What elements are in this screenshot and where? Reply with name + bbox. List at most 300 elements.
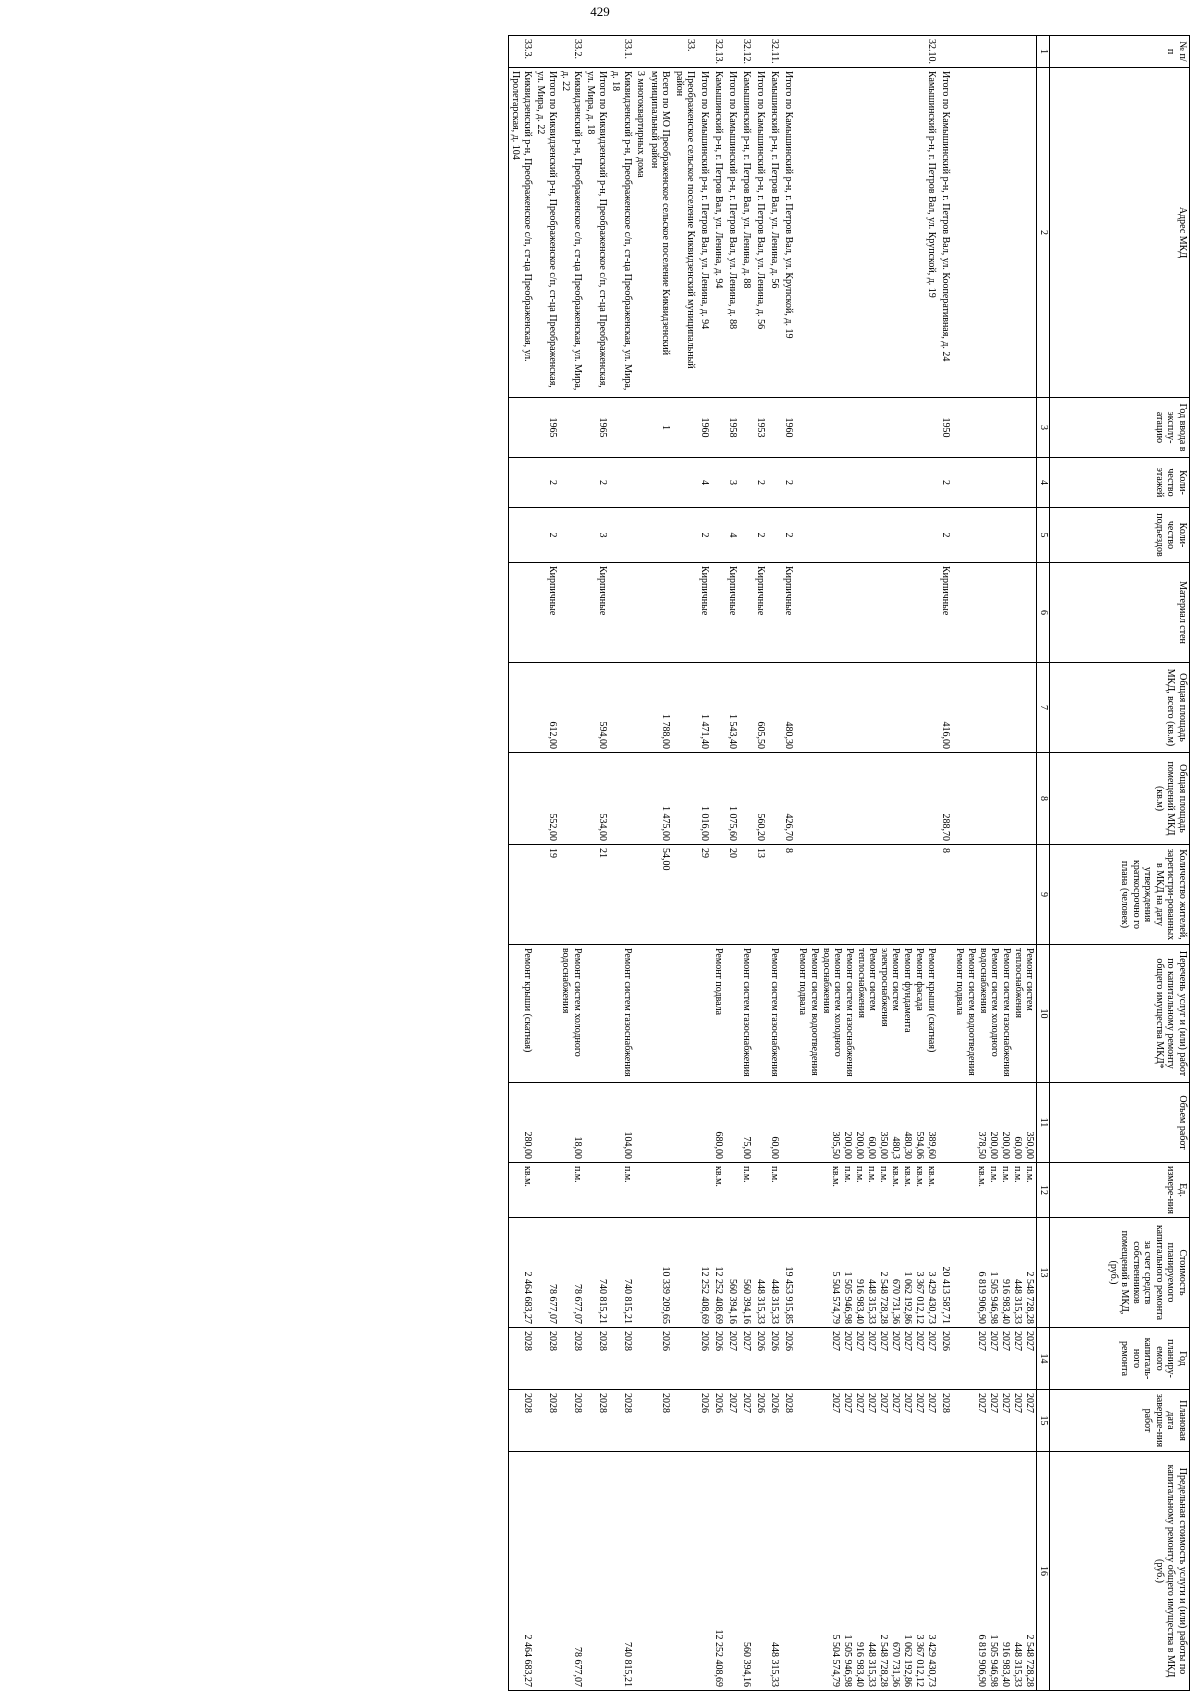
column-header: Объем работ [1050,1083,1190,1163]
work-type-line: Ремонт систем теплоснабжения [1013,948,1036,1018]
table-row [796,36,939,1691]
work-volume-cell [698,1083,712,1163]
work-type-cell [712,945,726,1083]
work-type-line: Ремонт подвала [954,948,966,1016]
column-header: Общая площадь помещений МКД (кв.м) [1050,753,1190,845]
planned-cost-line: 1 505 946,98 [842,1271,854,1324]
planned-cost-line: 448 315,33 [1012,1279,1024,1324]
row-number-cell [726,36,740,68]
table-row [740,36,754,1691]
work-volume-line: 60,00 [769,1136,781,1159]
cost-limit-line: 2 548 728,28 [878,1634,890,1687]
work-volume-cell [953,1083,1038,1163]
column-number: 4 [1037,458,1050,508]
premises-area-cell: 1 075,60 [726,753,740,845]
planned-cost-line: 2 548 728,28 [878,1271,890,1324]
premises-area-cell [559,753,584,845]
repair-year-line: 2026 [699,1331,711,1351]
total-area-cell: 1 471,40 [698,663,712,753]
commission-year-cell: 1960 [782,398,796,458]
planned-cost-line: 916 983,40 [1000,1279,1012,1324]
commission-year-cell [609,398,634,458]
entrances-cell [509,508,535,563]
unit-cell [634,1163,648,1218]
work-volume-line: 350,00 [1024,1131,1036,1159]
cost-limit-cell [953,1452,1038,1691]
wall-material-cell [953,563,1038,663]
repair-year-cell [698,1328,712,1390]
commission-year-cell [953,398,1038,458]
work-type-line: Ремонт систем водоотведения [966,948,978,1076]
floors-cell [768,458,782,508]
work-type-line: Ремонт подвала [797,948,809,1016]
total-area-cell: 416,00 [939,663,953,753]
row-number-cell: 32.12. [740,36,754,68]
unit-cell [740,1163,754,1218]
row-number-cell: 33.3. [509,36,535,68]
unit-cell [754,1163,768,1218]
floors-cell [740,458,754,508]
table-row [584,36,609,1691]
floors-cell: 3 [726,458,740,508]
residents-cell [796,845,939,945]
unit-cell [796,1163,939,1218]
floors-cell [796,458,939,508]
column-header: Коли-чество подъездов [1050,508,1190,563]
cost-limit-line: 740 815,21 [622,1642,633,1687]
work-volume-line: 594,06 [914,1131,926,1159]
completion-year-line: 2027 [866,1393,878,1413]
wall-material-cell [796,563,939,663]
floors-cell [509,458,535,508]
repair-year-line: 2028 [622,1331,633,1351]
repair-year-cell [584,1328,609,1390]
residents-cell: 19 [534,845,559,945]
work-volume-line: 280,00 [522,1131,533,1159]
work-volume-line: 680,00 [713,1131,725,1159]
work-type-cell [939,945,953,1083]
planned-cost-line: 448 315,33 [755,1279,767,1324]
premises-area-cell [740,753,754,845]
unit-cell [534,1163,559,1218]
residents-cell: 21 [584,845,609,945]
row-number-cell [939,36,953,68]
premises-area-cell: 560,20 [754,753,768,845]
work-volume-cell [584,1083,609,1163]
work-type-cell [768,945,782,1083]
unit-line: п.м. [1012,1166,1024,1183]
cost-limit-cell [609,1452,634,1691]
total-area-cell [634,663,648,753]
work-volume-line: 200,00 [988,1131,1000,1159]
cost-limit-cell [584,1452,609,1691]
work-type-cell [559,945,584,1083]
completion-year-cell [740,1390,754,1452]
entrances-cell [634,508,648,563]
work-type-cell [673,945,698,1083]
work-volume-line: 389,60 [926,1131,938,1159]
repair-year-cell [712,1328,726,1390]
cost-limit-cell [534,1452,559,1691]
work-type-cell [534,945,559,1083]
column-number: 10 [1037,945,1050,1083]
repair-year-line: 2027 [727,1331,739,1351]
work-volume-cell [726,1083,740,1163]
completion-year-cell [609,1390,634,1452]
work-type-cell [648,945,673,1083]
work-type-line: Ремонт фундамента [902,948,914,1033]
premises-area-cell: 534,00 [584,753,609,845]
unit-cell [673,1163,698,1218]
completion-year-line: 2027 [1024,1393,1036,1413]
planned-cost-line: 12 252 408,69 [713,1266,725,1324]
completion-year-line: 2028 [622,1393,633,1413]
completion-year-line: 2027 [1012,1393,1024,1413]
cost-limit-cell [673,1452,698,1691]
repair-year-line: 2027 [1012,1331,1024,1351]
completion-year-line: 2026 [713,1393,725,1413]
cost-limit-line: 1 062 192,86 [902,1634,914,1687]
work-volume-cell [509,1083,535,1163]
cost-limit-line: 3 367 012,12 [914,1634,926,1687]
unit-line: кв.м. [830,1166,842,1187]
work-volume-cell [648,1083,673,1163]
column-number: 14 [1037,1328,1050,1390]
table-row [726,36,740,1691]
premises-area-cell: 1 016,00 [698,753,712,845]
planned-cost-line: 670 731,36 [890,1279,902,1324]
unit-cell [609,1163,634,1218]
column-number: 1 [1037,36,1050,68]
column-number: 7 [1037,663,1050,753]
unit-line: кв.м. [976,1166,988,1187]
completion-year-line: 2027 [830,1393,842,1413]
work-volume-cell [673,1083,698,1163]
cost-limit-cell [796,1452,939,1691]
entrances-cell [673,508,698,563]
planned-cost-cell [726,1218,740,1328]
planned-cost-cell [634,1218,648,1328]
table-row [939,36,953,1691]
repair-year-cell [559,1328,584,1390]
wall-material-cell: Кирпичные [584,563,609,663]
column-header: Ед. измере-ния [1050,1163,1190,1218]
planned-cost-cell [782,1218,796,1328]
completion-year-cell [953,1390,1038,1452]
table-row [754,36,768,1691]
premises-area-cell: 552,00 [534,753,559,845]
repair-year-cell [634,1328,648,1390]
repair-year-line: 2027 [1000,1331,1012,1351]
completion-year-line: 2028 [572,1393,583,1413]
address-cell: Камышинский р-н, г. Петров Вал, ул. Ленина, д. 56 [768,68,782,398]
total-area-cell [768,663,782,753]
page-number: 429 [590,4,610,19]
cost-limit-cell [648,1452,673,1691]
residents-cell: 54,00 [648,845,673,945]
floors-cell: 2 [939,458,953,508]
work-type-cell [698,945,712,1083]
repair-year-line: 2027 [926,1331,938,1351]
work-type-line: Ремонт крыши (скатная) [522,948,533,1053]
unit-cell [953,1163,1038,1218]
residents-cell [768,845,782,945]
wall-material-cell: Кирпичные [534,563,559,663]
completion-year-line: 2028 [783,1393,795,1413]
cost-limit-line: 2 464 683,27 [522,1634,533,1687]
column-header: Перечень услуг и (или) работ по капитальному ремонту общего имущества МКД* [1050,945,1190,1083]
row-number-cell: 33.1. [609,36,634,68]
residents-cell [953,845,1038,945]
unit-line: п.м. [866,1166,878,1183]
planned-cost-cell [673,1218,698,1328]
unit-line: п.м. [878,1166,890,1183]
floors-cell: 2 [782,458,796,508]
work-type-line: Ремонт систем теплоснабжения [856,948,879,1018]
work-volume-cell [712,1083,726,1163]
table-row [712,36,726,1691]
cost-limit-line: 448 315,33 [769,1642,781,1687]
unit-cell [768,1163,782,1218]
unit-line: п.м. [988,1166,1000,1183]
residents-cell [559,845,584,945]
unit-line: кв.м. [926,1166,938,1187]
entrances-cell: 2 [754,508,768,563]
completion-year-cell [559,1390,584,1452]
address-cell: Киквидзенский р-н, Преображенское с/п, ст-ца Преображенская, ул. Пролетарская, д. 104 [509,68,535,398]
work-type-cell [509,945,535,1083]
completion-year-cell [584,1390,609,1452]
work-volume-cell [939,1083,953,1163]
repair-year-cell [939,1328,953,1390]
floors-cell [634,458,648,508]
unit-line: п.м. [1000,1166,1012,1183]
row-number-cell [754,36,768,68]
repair-plan-table [508,35,1190,1691]
repair-year-line: 2027 [988,1331,1000,1351]
row-number-cell: 33.2. [559,36,584,68]
address-cell: Итого по Камышинский р-н, г. Петров Вал, ул. Ленина, д. 88 [726,68,740,398]
table-row [673,36,698,1691]
total-area-cell [796,663,939,753]
cost-limit-line: 448 315,33 [866,1642,878,1687]
address-cell: Итого по Киквидзенский р-н, Преображенское с/п, ст-ца Преображенская, ул. Мира, д. 18 [584,68,609,398]
work-volume-line: 480,30 [902,1131,914,1159]
wall-material-cell [648,563,673,663]
table-row [768,36,782,1691]
planned-cost-line: 2 464 683,27 [522,1271,533,1324]
wall-material-cell: Кирпичные [782,563,796,663]
premises-area-cell: 288,70 [939,753,953,845]
column-header: Материал стен [1050,563,1190,663]
unit-cell [509,1163,535,1218]
completion-year-line: 2027 [902,1393,914,1413]
column-number: 6 [1037,563,1050,663]
planned-cost-cell [754,1218,768,1328]
total-area-cell: 594,00 [584,663,609,753]
completion-year-line: 2026 [699,1393,711,1413]
premises-area-cell: 426,70 [782,753,796,845]
total-area-cell: 1 788,00 [648,663,673,753]
planned-cost-cell [609,1218,634,1328]
address-cell: Киквидзенский р-н, Преображенское с/п, ст-ца Преображенская, ул. Мира, д. 22 [559,68,584,398]
work-type-line: Ремонт крыши (скатная) [926,948,938,1053]
cost-limit-line: 3 429 430,73 [926,1634,938,1687]
repair-year-cell [534,1328,559,1390]
planned-cost-cell [698,1218,712,1328]
repair-year-line: 2027 [854,1331,866,1351]
work-volume-line: 200,00 [1000,1131,1012,1159]
completion-year-line: 2028 [940,1393,952,1413]
cost-limit-line: 916 983,40 [1000,1642,1012,1687]
work-volume-line: 200,00 [854,1131,866,1159]
repair-year-line: 2027 [890,1331,902,1351]
address-cell [953,68,1038,398]
table-row [648,36,673,1691]
residents-cell: 13 [754,845,768,945]
entrances-cell [648,508,673,563]
commission-year-cell [740,398,754,458]
wall-material-cell [712,563,726,663]
repair-year-cell [796,1328,939,1390]
completion-year-cell [782,1390,796,1452]
planned-cost-line: 6 819 906,90 [976,1271,988,1324]
work-type-line: Ремонт систем газоснабжения [844,948,856,1077]
cost-limit-line: 2 548 728,28 [1024,1634,1036,1687]
address-cell: Итого по Камышинский р-н, г. Петров Вал, ул. Ленина, д. 56 [754,68,768,398]
work-volume-cell [609,1083,634,1163]
cost-limit-cell [712,1452,726,1691]
cost-limit-line: 670 731,36 [890,1642,902,1687]
work-volume-line: 200,00 [842,1131,854,1159]
planned-cost-line: 2 548 728,28 [1024,1271,1036,1324]
commission-year-cell: 1953 [754,398,768,458]
completion-year-line: 2027 [926,1393,938,1413]
table-row [509,36,535,1691]
completion-year-cell [796,1390,939,1452]
column-number: 13 [1037,1218,1050,1328]
unit-line: п.м. [769,1166,781,1183]
wall-material-cell [673,563,698,663]
entrances-cell [796,508,939,563]
entrances-cell: 2 [782,508,796,563]
column-number-row [1037,36,1050,1691]
unit-line: кв.м. [914,1166,926,1187]
floors-cell [712,458,726,508]
planned-cost-cell [559,1218,584,1328]
wall-material-cell [740,563,754,663]
completion-year-cell [673,1390,698,1452]
table-row [698,36,712,1691]
work-type-cell [584,945,609,1083]
column-number: 3 [1037,398,1050,458]
planned-cost-line: 12 252 408,69 [699,1266,711,1324]
repair-year-line: 2026 [940,1331,952,1351]
repair-year-cell [754,1328,768,1390]
cost-limit-cell [559,1452,584,1691]
total-area-cell: 612,00 [534,663,559,753]
completion-year-line: 2027 [1000,1393,1012,1413]
total-area-cell: 605,50 [754,663,768,753]
work-type-cell [953,945,1038,1083]
floors-cell: 2 [584,458,609,508]
floors-cell: 4 [698,458,712,508]
column-number: 5 [1037,508,1050,563]
table-row [634,36,648,1691]
planned-cost-line: 740 815,21 [597,1279,608,1324]
premises-area-cell [609,753,634,845]
work-type-cell [609,945,634,1083]
repair-year-cell [782,1328,796,1390]
work-type-line: Ремонт систем холодного водоснабжения [978,948,1001,1057]
address-cell: Итого по Камышинский р-н, г. Петров Вал, ул. Кооперативная, д. 24 [939,68,953,398]
work-type-cell [754,945,768,1083]
column-header: Общая площадь МКД, всего (кв.м) [1050,663,1190,753]
planned-cost-line: 560 394,16 [741,1279,753,1324]
cost-limit-line: 6 819 906,90 [976,1634,988,1687]
column-number: 16 [1037,1452,1050,1691]
planned-cost-cell [712,1218,726,1328]
work-type-cell [782,945,796,1083]
column-header: Предельная стоимость услуги и (или) работы по капитальному ремонту общего имущества в МКД (руб.) [1050,1452,1190,1691]
unit-cell [648,1163,673,1218]
repair-year-cell [673,1328,698,1390]
completion-year-line: 2026 [755,1393,767,1413]
cost-limit-cell [698,1452,712,1691]
premises-area-cell [768,753,782,845]
premises-area-cell [634,753,648,845]
completion-year-line: 2027 [842,1393,854,1413]
repair-year-line: 2026 [769,1331,781,1351]
repair-year-line: 2027 [866,1331,878,1351]
entrances-cell [953,508,1038,563]
floors-cell [559,458,584,508]
planned-cost-line: 448 315,33 [866,1279,878,1324]
repair-year-line: 2027 [741,1331,753,1351]
planned-cost-line: 3 367 012,12 [914,1271,926,1324]
unit-line: кв.м. [902,1166,914,1187]
work-type-line: Ремонт систем холодного водоснабжения [821,948,844,1057]
repair-year-line: 2027 [842,1331,854,1351]
premises-area-cell [509,753,535,845]
repair-year-line: 2027 [976,1331,988,1351]
total-area-cell: 1 543,40 [726,663,740,753]
work-type-line: Ремонт систем электроснабжения [879,948,902,1027]
cost-limit-line: 1 505 946,98 [988,1634,1000,1687]
planned-cost-line: 916 983,40 [854,1279,866,1324]
column-header: Стоимость планируемого капитального ремонта за счет средств собственников помещений в МКД, (руб.) [1050,1218,1190,1328]
unit-line: п.м. [842,1166,854,1183]
completion-year-line: 2027 [890,1393,902,1413]
planned-cost-line: 1 505 946,98 [988,1271,1000,1324]
rotated-table-container [10,35,1190,1690]
commission-year-cell [796,398,939,458]
address-cell: Всего по МО Преображенское сельское поселение Киквидзенский муниципальный район [648,68,673,398]
table-row [782,36,796,1691]
repair-year-line: 2026 [783,1331,795,1351]
residents-cell [509,845,535,945]
total-area-cell [673,663,698,753]
commission-year-cell: 1960 [698,398,712,458]
wall-material-cell [768,563,782,663]
column-header: Год ввода в эксплу-атацию [1050,398,1190,458]
commission-year-cell: 1950 [939,398,953,458]
unit-line: п.м. [622,1166,633,1183]
planned-cost-cell [534,1218,559,1328]
completion-year-line: 2028 [660,1393,672,1413]
premises-area-cell [953,753,1038,845]
commission-year-cell [634,398,648,458]
